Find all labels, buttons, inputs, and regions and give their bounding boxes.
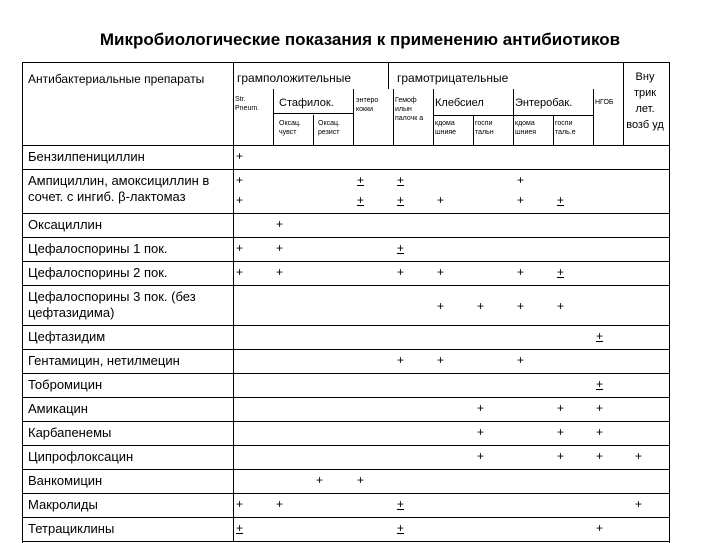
indication-mark: + [477, 425, 485, 439]
indication-mark: + [276, 241, 284, 255]
row-divider [23, 445, 669, 446]
indication-mark: + [236, 173, 244, 187]
header-kleb-community: кдома шнияе [435, 120, 457, 136]
drug-name: Тетрациклины [28, 521, 115, 536]
indication-mark: + [437, 265, 445, 279]
header-gram-negative: грамотрицательные [397, 71, 509, 85]
drug-name: Карбапенемы [28, 425, 112, 440]
row-divider [23, 325, 669, 326]
divider [313, 115, 314, 145]
drug-name: Цефалоспорины 3 пок. (без цефтазидима) [28, 289, 196, 320]
row-divider [23, 349, 669, 350]
drug-name: Цефалоспорины 2 пок. [28, 265, 168, 280]
column-divider [233, 325, 234, 349]
header-oxa-sensitive: Оксац. чувст [279, 120, 301, 136]
drug-name: Тобромицин [28, 377, 103, 392]
header-entero-hospital: госпи таль.е [555, 120, 576, 136]
indication-mark: + [477, 449, 485, 463]
indication-mark: + [397, 521, 405, 535]
indication-mark: + [557, 401, 565, 415]
indication-mark: + [397, 193, 405, 207]
indication-mark: + [236, 265, 244, 279]
indication-mark: + [517, 265, 525, 279]
divider [388, 63, 389, 89]
header-intracellular: Вну трик лет. возб уд [626, 71, 664, 131]
drug-name: Цефалоспорины 1 пок. [28, 241, 168, 256]
indication-mark: + [397, 241, 405, 255]
divider [393, 89, 394, 145]
indication-mark: + [276, 265, 284, 279]
divider [273, 113, 353, 114]
divider [353, 89, 354, 145]
indication-mark: + [276, 497, 284, 511]
row-divider [23, 213, 669, 214]
indication-mark: + [596, 401, 604, 415]
indication-mark: + [236, 241, 244, 255]
indication-mark: + [557, 193, 565, 207]
page-title: Микробиологические показания к применению антибиотиков [99, 30, 621, 49]
divider [593, 89, 594, 145]
column-divider [233, 285, 234, 325]
header-enterococci: энтеро кокки [356, 97, 379, 113]
column-divider [233, 349, 234, 373]
row-divider [23, 421, 669, 422]
drug-name: Макролиды [28, 497, 98, 512]
row-divider [23, 373, 669, 374]
divider [623, 63, 624, 145]
indication-mark: + [357, 473, 365, 487]
row-divider [23, 145, 669, 146]
indication-mark: + [557, 299, 565, 313]
indication-mark: + [477, 299, 485, 313]
indication-mark: + [357, 173, 365, 187]
indication-mark: + [517, 193, 525, 207]
header-haemophilus: Гемоф илын палочк а [395, 97, 424, 122]
column-divider [233, 445, 234, 469]
column-divider [233, 421, 234, 445]
indication-mark: + [517, 173, 525, 187]
row-divider [23, 517, 669, 518]
drug-name: Цефтазидим [28, 329, 106, 344]
header-entero-community: кдома шниея [515, 120, 537, 136]
header-klebsiella: Клебсиел [435, 97, 484, 109]
divider [513, 89, 514, 145]
header-drugs: Антибактериальные препараты [28, 72, 205, 86]
divider [433, 89, 434, 145]
indications-table [22, 62, 670, 543]
divider [553, 115, 554, 145]
indication-mark: + [557, 449, 565, 463]
column-divider [233, 373, 234, 397]
row-divider [23, 397, 669, 398]
divider [233, 63, 234, 145]
drug-name: Ципрофлоксацин [28, 449, 134, 464]
table-bottom [23, 541, 669, 542]
indication-mark: + [635, 449, 643, 463]
column-divider [233, 261, 234, 285]
indication-mark: + [397, 265, 405, 279]
indication-mark: + [596, 377, 604, 391]
column-divider [233, 469, 234, 493]
column-divider [233, 397, 234, 421]
drug-name: Амикацин [28, 401, 88, 416]
drug-name: Гентамицин, нетилмецин [28, 353, 180, 368]
indication-mark: + [397, 173, 405, 187]
indication-mark: + [517, 299, 525, 313]
header-enterobacteria: Энтеробак. [515, 97, 573, 109]
drug-name: Ванкомицин [28, 473, 103, 488]
indication-mark: + [357, 193, 365, 207]
drug-name: Бензилпенициллин [28, 149, 145, 164]
header-staphylococci: Стафилок. [279, 97, 334, 109]
column-divider [233, 145, 234, 169]
header-ngob: НГОБ [595, 99, 614, 106]
indication-mark: + [437, 299, 445, 313]
indication-mark: + [236, 193, 244, 207]
row-divider [23, 285, 669, 286]
column-divider [233, 493, 234, 517]
row-divider [23, 169, 669, 170]
indication-mark: + [316, 473, 324, 487]
indication-mark: + [557, 265, 565, 279]
row-divider [23, 237, 669, 238]
row-divider [23, 469, 669, 470]
row-divider [23, 261, 669, 262]
indication-mark: + [517, 353, 525, 367]
indication-mark: + [596, 329, 604, 343]
indication-mark: + [236, 497, 244, 511]
indication-mark: + [437, 353, 445, 367]
header-gram-positive: грамположительные [237, 71, 352, 85]
header-kleb-hospital: госпи тальн [475, 120, 494, 136]
column-divider [233, 237, 234, 261]
column-divider [233, 517, 234, 541]
drug-name: Ампициллин, амоксициллин в сочет. с ингиб. β-лактомаз [28, 173, 210, 204]
divider [273, 89, 274, 145]
indication-mark: + [596, 521, 604, 535]
indication-mark: + [236, 149, 244, 163]
indication-mark: + [437, 193, 445, 207]
indication-mark: + [236, 521, 244, 535]
indication-mark: + [397, 353, 405, 367]
divider [473, 115, 474, 145]
indication-mark: + [477, 401, 485, 415]
header-strep-pneumo: Str. Pneum. [235, 96, 260, 112]
indication-mark: + [397, 497, 405, 511]
indication-mark: + [276, 217, 284, 231]
column-divider [233, 213, 234, 237]
drug-name: Оксациллин [28, 217, 102, 232]
indication-mark: + [635, 497, 643, 511]
indication-mark: + [557, 425, 565, 439]
header-oxa-resistant: Оксац. резист [318, 120, 340, 136]
row-divider [23, 493, 669, 494]
indication-mark: + [596, 425, 604, 439]
indication-mark: + [596, 449, 604, 463]
column-divider [233, 169, 234, 213]
